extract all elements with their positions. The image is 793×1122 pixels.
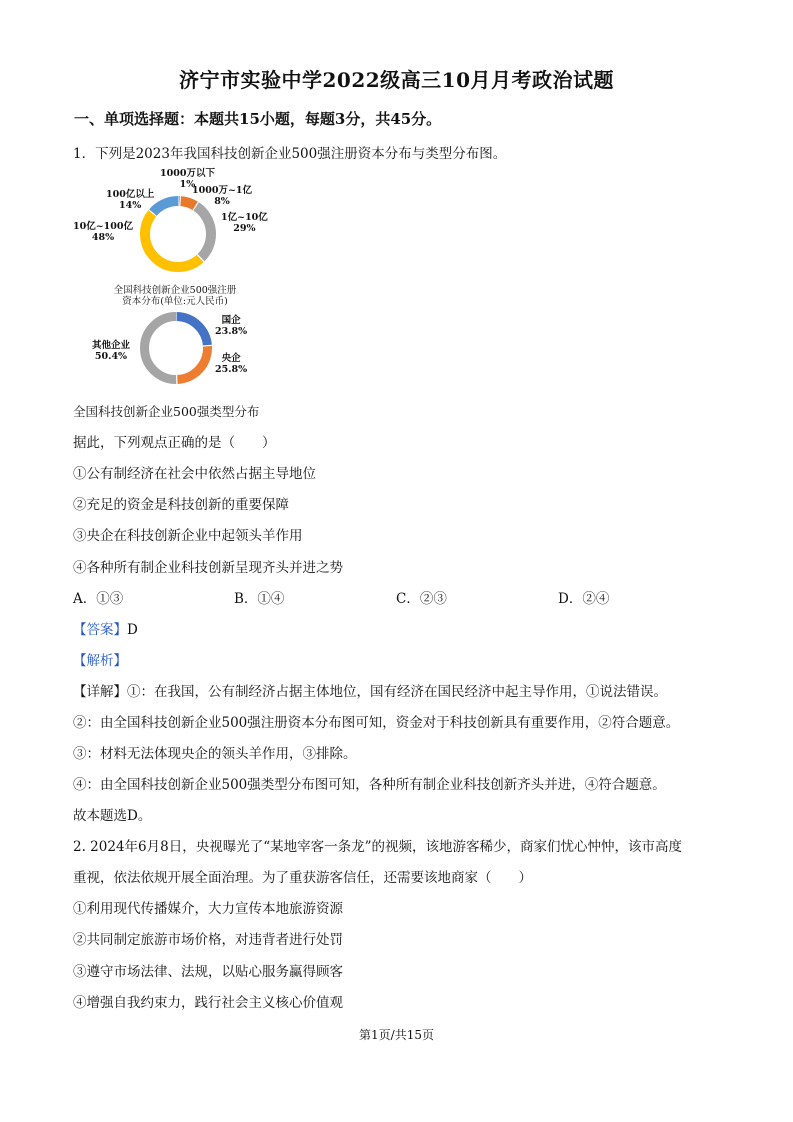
- slice-label-1000wan-1yi: 1000万~1亿 8%: [192, 185, 253, 207]
- slice-label-1yi-10yi: 1亿~10亿 29%: [221, 212, 268, 234]
- answer-tag: 【答案】: [73, 622, 127, 638]
- option-d: D．②④: [558, 591, 610, 607]
- slice-separator: [203, 345, 212, 346]
- chart-2-title: 全国科技创新企业500强注册资本分布(单位:元人民币): [113, 285, 237, 307]
- option-c: C．②③: [396, 591, 447, 607]
- slice-label-100yi-above: 100亿以上 14%: [106, 189, 155, 211]
- detail-line-1: 【详解】①：在我国，公有制经济占据主体地位，国有经济在国民经济中起主导作用，①说法错误。: [73, 684, 667, 700]
- answer-line: [73, 618, 138, 638]
- statement-1: ①公有制经济在社会中依然占据主导地位: [73, 466, 316, 482]
- slice-100yi-above: [153, 201, 178, 213]
- q2-statement-4: ④增强自我约束力，践行社会主义核心价值观: [73, 995, 343, 1011]
- donut-chart-type: [140, 312, 212, 384]
- slice-label-other: 其他企业 50.4%: [92, 340, 131, 362]
- statement-4: ④各种所有制企业科技创新呈现齐头并进之势: [73, 560, 343, 576]
- option-b: B．①④: [234, 591, 285, 607]
- slice-label-1000wan-below: 1000万以下 1%: [160, 168, 215, 190]
- slice-yangqi: [177, 346, 208, 380]
- section-heading: 一、单项选择题：本题共15小题，每题3分，共45分。: [74, 110, 442, 128]
- slice-label-guoqi: 国企 23.8%: [215, 315, 248, 337]
- detail-line-2: ②：由全国科技创新企业500强注册资本分布图可知，资金对于科技创新具有重要作用，②符合题意。: [73, 715, 680, 731]
- slice-1yi-10yi: [196, 206, 211, 258]
- statement-3: ③央企在科技创新企业中起领头羊作用: [73, 528, 303, 544]
- answer-value: D: [127, 622, 138, 638]
- question-1-prompt: 据此，下列观点正确的是（ ）: [73, 435, 276, 451]
- page-title: 济宁市实验中学2022级高三10月月考政治试题: [179, 68, 614, 92]
- slice-separator: [180, 196, 181, 206]
- detail-line-4: ④：由全国科技创新企业500强类型分布图可知，各种所有制企业科技创新齐头并进，④符合题意。: [73, 777, 666, 793]
- slice-label-yangqi: 央企 25.8%: [215, 353, 248, 375]
- q2-statement-2: ②共同制定旅游市场价格，对违背者进行处罚: [73, 932, 343, 948]
- chart-2-caption: 全国科技创新企业500强类型分布: [73, 404, 260, 419]
- q2-statement-3: ③遵守市场法律、法规，以贴心服务赢得顾客: [73, 964, 343, 980]
- slice-other: [144, 317, 176, 380]
- q2-statement-1: ①利用现代传播媒介，大力宣传本地旅游资源: [73, 901, 343, 917]
- option-a: A．①③: [73, 591, 124, 607]
- slice-10yi-100yi: [145, 213, 201, 267]
- slice-label-10yi-100yi: 10亿~100亿 48%: [73, 221, 134, 243]
- question-2-stem-line-1: 2. 2024年6月8日，央视曝光了“某地宰客一条龙”的视频，该地游客稀少，商家们忧心忡忡，该市高度: [73, 839, 683, 855]
- page-footer: 第1页/共15页: [359, 1028, 434, 1042]
- detail-line-3: ③：材料无法体现央企的领头羊作用，③排除。: [73, 746, 357, 762]
- detail-line-5: 故本题选D。: [73, 808, 152, 824]
- analysis-tag: 【解析】: [73, 653, 127, 669]
- question-2-stem-line-2: 重视，依法依规开展全面治理。为了重获游客信任，还需要该地商家（ ）: [73, 870, 532, 886]
- question-1-stem: 1．下列是2023年我国科技创新企业500强注册资本分布与类型分布图。: [73, 146, 507, 162]
- statement-2: ②充足的资金是科技创新的重要保障: [73, 497, 289, 513]
- slice-guoqi: [176, 317, 207, 346]
